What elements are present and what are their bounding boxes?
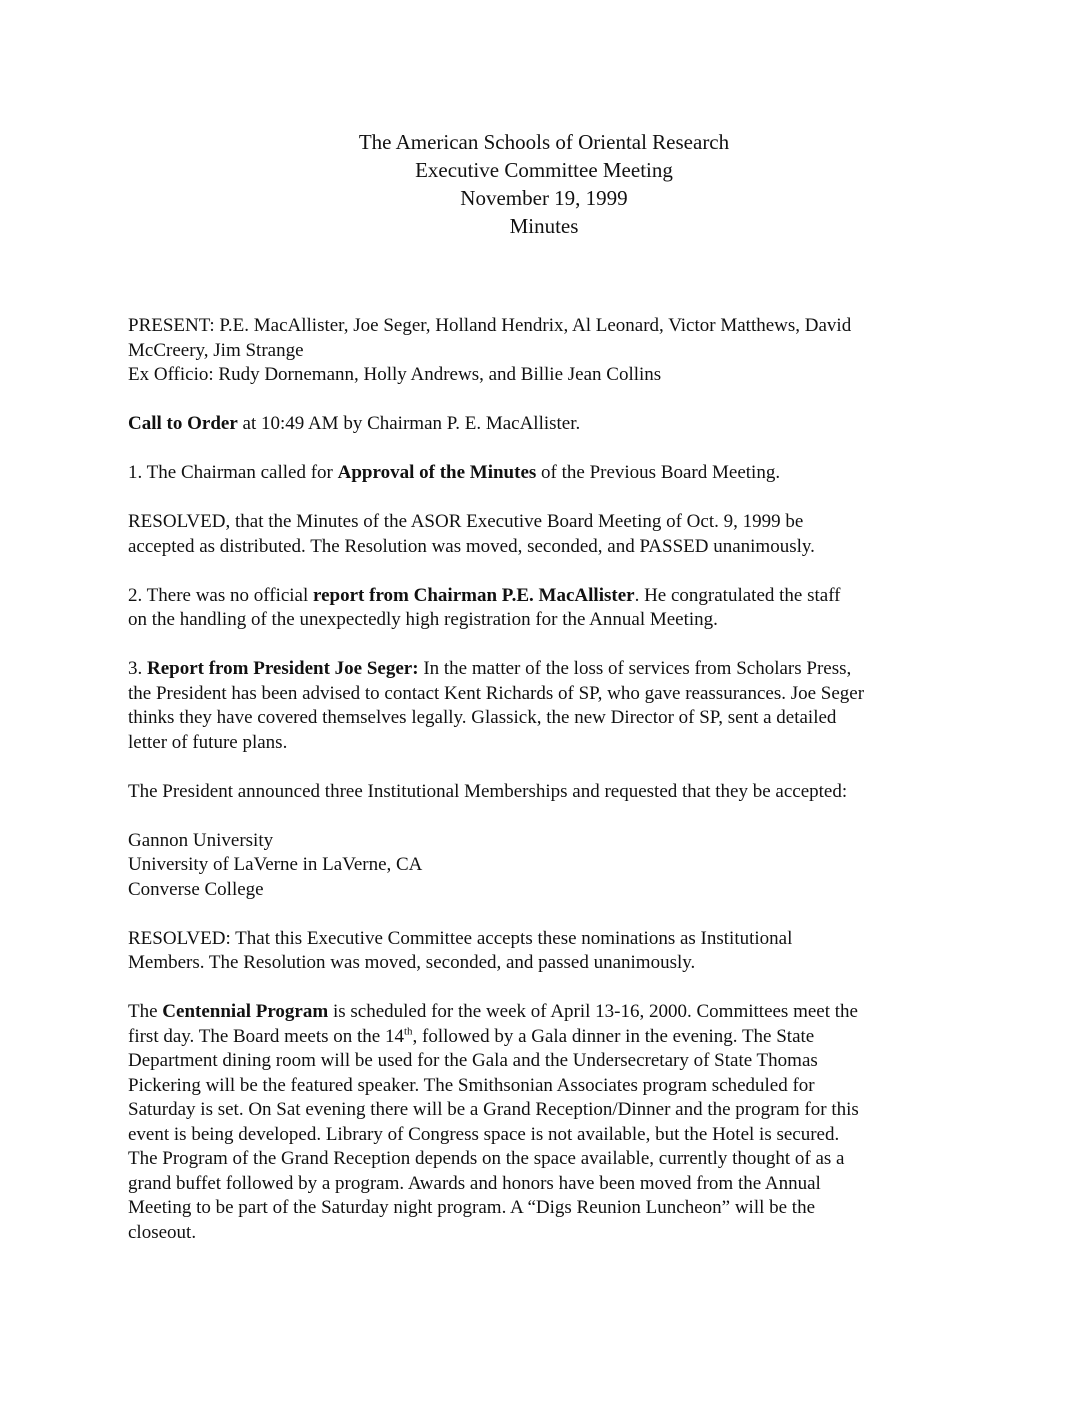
institution-item: Gannon University [128, 829, 274, 851]
meeting-date: November 19, 1999 [460, 186, 628, 210]
centennial-line-2 [128, 1025, 968, 1050]
centennial-line-4: Pickering will be the featured speaker. The Smithsonian Associates program scheduled for [128, 1074, 815, 1096]
centennial-line-9: Meeting to be part of the Saturday night program. A “Digs Reunion Luncheon” will be the [128, 1197, 816, 1218]
centennial-line-3: Department dining room will be used for the Gala and the Undersecretary of State Thomas [128, 1050, 818, 1071]
ordinal-suffix: th [403, 1025, 413, 1038]
item-1-paragraph [128, 461, 968, 486]
centennial-pre: The [128, 1001, 163, 1022]
resolution-2-line-2: Members. The Resolution was moved, seconded, and passed unanimously. [128, 952, 696, 973]
item-2-line-1 [128, 584, 968, 609]
centennial-line-1 [128, 1000, 968, 1025]
item-2-pre: 2. There was no official [128, 584, 314, 606]
attendance-paragraph [128, 314, 968, 388]
item-2-line-2: on the handling of the unexpectedly high registration for the Annual Meeting. [128, 609, 718, 630]
item-3-line-2: the President has been advised to contact Kent Richards of SP, who gave reassurances. Joe Seger [128, 682, 865, 704]
institution-list [128, 829, 968, 903]
call-to-order-text: at 10:49 AM by Chairman P. E. MacAllister. [237, 413, 581, 434]
resolution-1-paragraph [128, 510, 968, 559]
resolution-2-paragraph [128, 927, 968, 976]
ex-officio-line: Ex Officio: Rudy Dornemann, Holly Andrews, and Billie Jean Collins [128, 364, 662, 385]
item-1-post: of the Previous Board Meeting. [536, 462, 781, 483]
item-3-pre: 3. [128, 658, 147, 679]
call-to-order-paragraph [128, 412, 968, 437]
centennial-line-7: The Program of the Grand Reception depends on the space available, currently thought of as a [128, 1148, 845, 1169]
resolution-2-line-1: RESOLVED: That this Executive Committee accepts these nominations as Institutional [128, 927, 793, 949]
item-1-pre: 1. The Chairman called for [128, 462, 338, 483]
item-1-heading: Approval of the Minutes [337, 462, 537, 483]
centennial-line-10: closeout. [128, 1221, 197, 1243]
institution-item: University of LaVerne in LaVerne, CA [128, 854, 423, 875]
document-body [128, 314, 968, 1270]
item-3-line-1 [128, 657, 968, 682]
centennial-line-6: event is being developed. Library of Congress space is not available, but the Hotel is secured. [128, 1123, 840, 1145]
meeting-name: Executive Committee Meeting [415, 158, 673, 182]
present-line-2: McCreery, Jim Strange [128, 339, 304, 361]
call-to-order-heading: Call to Order [128, 413, 238, 434]
present-line-1: PRESENT: P.E. MacAllister, Joe Seger, Holland Hendrix, Al Leonard, Victor Matthews, David [128, 315, 852, 336]
resolution-1-line-2: accepted as distributed. The Resolution was moved, seconded, and PASSED unanimously. [128, 535, 815, 557]
item-3-paragraph [128, 657, 968, 755]
centennial-line-2-post: , followed by a Gala dinner in the evening. The State [412, 1025, 815, 1047]
item-2-post: . He congratulated the staff [634, 584, 841, 606]
item-2-paragraph [128, 584, 968, 633]
item-3-line-3: thinks they have covered themselves legally. Glassick, the new Director of SP, sent a detailed [128, 707, 837, 728]
item-3-heading: Report from President Joe Seger: [147, 658, 419, 679]
centennial-heading: Centennial Program [162, 1001, 329, 1022]
document-title: Minutes [509, 214, 579, 238]
centennial-post: is scheduled for the week of April 13-16, 2000. Committees meet the [328, 1001, 858, 1022]
memberships-intro-paragraph: The President announced three Institutional Memberships and requested that they be accepted: [128, 780, 848, 802]
document-header [0, 128, 1088, 240]
centennial-line-8: grand buffet followed by a program. Awards and honors have been moved from the Annual [128, 1172, 821, 1194]
item-3-line-4: letter of future plans. [128, 731, 288, 753]
centennial-paragraph [128, 1000, 968, 1245]
item-3-post: In the matter of the loss of services from Scholars Press, [418, 658, 852, 679]
item-2-heading: report from Chairman P.E. MacAllister [313, 584, 635, 606]
centennial-line-2-pre: first day. The Board meets on the 14 [128, 1025, 404, 1047]
institution-item: Converse College [128, 878, 264, 900]
resolution-1-line-1: RESOLVED, that the Minutes of the ASOR Executive Board Meeting of Oct. 9, 1999 be [128, 511, 804, 532]
organization-name: The American Schools of Oriental Research [358, 130, 730, 154]
centennial-line-5: Saturday is set. On Sat evening there will be a Grand Reception/Dinner and the program for this [128, 1099, 859, 1120]
